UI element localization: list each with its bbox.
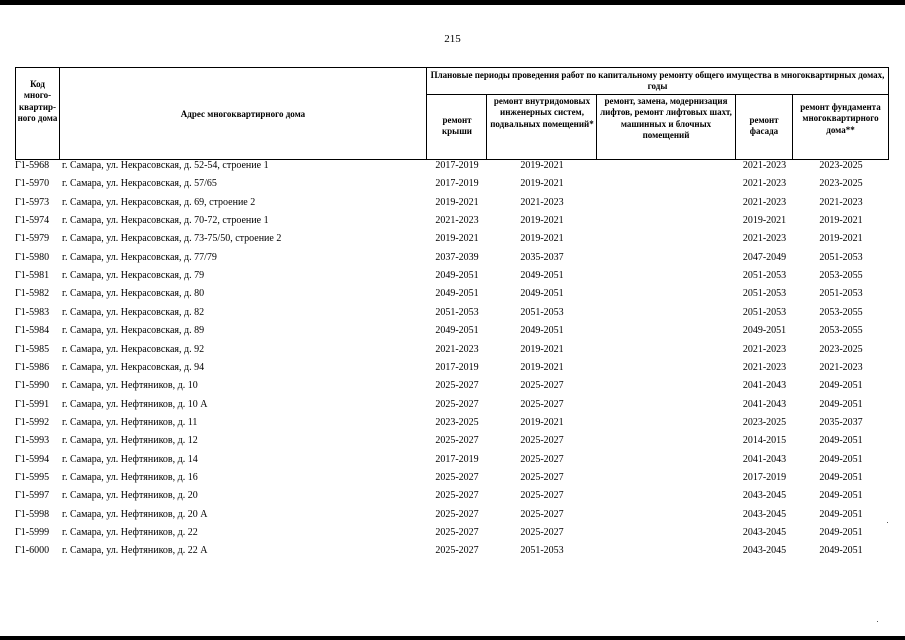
cell-code: Г1-5990 [15, 380, 50, 391]
header-roof: ремонт крыши [441, 115, 472, 137]
header-utilities: ремонт внутридомовых инженерных систем, подвальных помещений* [490, 96, 594, 129]
cell-roof: 2023-2025 [435, 417, 479, 428]
cell-utilities: 2019-2021 [520, 417, 564, 428]
cell-utilities: 2025-2027 [520, 472, 564, 483]
cell-roof: 2025-2027 [435, 435, 479, 446]
utilities-column-divider [596, 94, 597, 160]
cell-utilities: 2025-2027 [520, 380, 564, 391]
scan-speck [887, 522, 888, 523]
cell-facade: 2021-2023 [742, 160, 787, 171]
cell-utilities: 2025-2027 [520, 527, 564, 538]
cell-foundation: 2035-2037 [819, 417, 863, 428]
cell-facade: 2041-2043 [742, 454, 787, 465]
cell-code: Г1-5995 [15, 472, 50, 483]
cell-facade: 2041-2043 [742, 399, 787, 410]
cell-code: Г1-5980 [15, 252, 50, 263]
cell-roof: 2025-2027 [435, 399, 479, 410]
cell-utilities: 2049-2051 [520, 288, 564, 299]
cell-facade: 2051-2053 [742, 307, 787, 318]
top-scan-border [0, 0, 905, 5]
cell-address: г. Самара, ул. Нефтяников, д. 10 А [62, 399, 208, 410]
cell-utilities: 2035-2037 [520, 252, 564, 263]
cell-roof: 2049-2051 [435, 288, 479, 299]
cell-code: Г1-5970 [15, 178, 50, 189]
bottom-scan-border [0, 636, 905, 640]
cell-address: г. Самара, ул. Нефтяников, д. 22 [62, 527, 198, 538]
cell-utilities: 2019-2021 [520, 160, 564, 171]
cell-utilities: 2019-2021 [520, 362, 564, 373]
cell-code: Г1-5992 [15, 417, 50, 428]
cell-facade: 2049-2051 [742, 325, 787, 336]
header-code: Код много-квартир-ного дома [17, 79, 58, 124]
cell-address: г. Самара, ул. Некрасовская, д. 80 [62, 288, 205, 299]
header-address: Адрес многоквартирного дома [180, 109, 306, 119]
cell-address: г. Самара, ул. Некрасовская, д. 82 [62, 307, 205, 318]
cell-roof: 2025-2027 [435, 545, 479, 556]
cell-address: г. Самара, ул. Некрасовская, д. 79 [62, 270, 205, 281]
cell-facade: 2043-2045 [742, 545, 787, 556]
cell-facade: 2021-2023 [742, 233, 787, 244]
cell-facade: 2043-2045 [742, 527, 787, 538]
cell-roof: 2017-2019 [435, 454, 479, 465]
cell-code: Г1-5993 [15, 435, 50, 446]
cell-foundation: 2023-2025 [819, 344, 863, 355]
roof-column-divider [486, 94, 487, 160]
cell-code: Г1-5994 [15, 454, 50, 465]
cell-utilities: 2019-2021 [520, 233, 564, 244]
cell-foundation: 2023-2025 [819, 160, 863, 171]
cell-address: г. Самара, ул. Некрасовская, д. 70-72, строение 1 [62, 215, 269, 226]
cell-address: г. Самара, ул. Некрасовская, д. 52-54, строение 1 [62, 160, 269, 171]
cell-facade: 2051-2053 [742, 288, 787, 299]
table-top-border [15, 67, 889, 68]
cell-foundation: 2049-2051 [819, 399, 863, 410]
cell-code: Г1-5986 [15, 362, 50, 373]
cell-facade: 2047-2049 [742, 252, 787, 263]
cell-address: г. Самара, ул. Некрасовская, д. 69, строение 2 [62, 197, 256, 208]
cell-code: Г1-6000 [15, 545, 50, 556]
cell-foundation: 2049-2051 [819, 380, 863, 391]
cell-roof: 2019-2021 [435, 233, 479, 244]
cell-facade: 2043-2045 [742, 490, 787, 501]
cell-utilities: 2049-2051 [520, 270, 564, 281]
cell-address: г. Самара, ул. Нефтяников, д. 22 А [62, 545, 208, 556]
cell-roof: 2049-2051 [435, 270, 479, 281]
cell-address: г. Самара, ул. Некрасовская, д. 89 [62, 325, 205, 336]
cell-roof: 2051-2053 [435, 307, 479, 318]
cell-foundation: 2049-2051 [819, 527, 863, 538]
cell-address: г. Самара, ул. Некрасовская, д. 94 [62, 362, 205, 373]
cell-roof: 2021-2023 [435, 344, 479, 355]
cell-code: Г1-5998 [15, 509, 50, 520]
cell-code: Г1-5999 [15, 527, 50, 538]
cell-foundation: 2053-2055 [819, 270, 863, 281]
header-facade: ремонт фасада [749, 115, 779, 137]
cell-foundation: 2019-2021 [819, 215, 863, 226]
cell-roof: 2017-2019 [435, 160, 479, 171]
cell-utilities: 2025-2027 [520, 509, 564, 520]
cell-utilities: 2049-2051 [520, 325, 564, 336]
cell-facade: 2021-2023 [742, 344, 787, 355]
cell-code: Г1-5979 [15, 233, 50, 244]
cell-utilities: 2021-2023 [520, 197, 564, 208]
cell-facade: 2021-2023 [742, 362, 787, 373]
cell-facade: 2023-2025 [742, 417, 787, 428]
cell-roof: 2017-2019 [435, 178, 479, 189]
cell-foundation: 2049-2051 [819, 545, 863, 556]
cell-utilities: 2025-2027 [520, 454, 564, 465]
cell-utilities: 2051-2053 [520, 545, 564, 556]
cell-address: г. Самара, ул. Нефтяников, д. 16 [62, 472, 198, 483]
cell-roof: 2025-2027 [435, 527, 479, 538]
cell-facade: 2017-2019 [742, 472, 787, 483]
right-border [888, 67, 889, 160]
cell-address: г. Самара, ул. Нефтяников, д. 20 А [62, 509, 208, 520]
cell-code: Г1-5973 [15, 197, 50, 208]
cell-roof: 2049-2051 [435, 325, 479, 336]
cell-address: г. Самара, ул. Нефтяников, д. 12 [62, 435, 198, 446]
cell-code: Г1-5982 [15, 288, 50, 299]
cell-utilities: 2019-2021 [520, 344, 564, 355]
cell-roof: 2025-2027 [435, 380, 479, 391]
cell-foundation: 2049-2051 [819, 490, 863, 501]
cell-facade: 2019-2021 [742, 215, 787, 226]
page-number: 215 [444, 33, 461, 45]
cell-facade: 2014-2015 [742, 435, 787, 446]
cell-address: г. Самара, ул. Нефтяников, д. 10 [62, 380, 198, 391]
header-foundation: ремонт фундамента многоквартирного дома** [800, 102, 881, 135]
cell-foundation: 2021-2023 [819, 362, 863, 373]
cell-facade: 2051-2053 [742, 270, 787, 281]
cell-facade: 2021-2023 [742, 197, 787, 208]
cell-roof: 2025-2027 [435, 509, 479, 520]
cell-address: г. Самара, ул. Нефтяников, д. 20 [62, 490, 198, 501]
cell-foundation: 2049-2051 [819, 509, 863, 520]
address-column-divider [426, 67, 427, 160]
cell-code: Г1-5983 [15, 307, 50, 318]
cell-utilities: 2025-2027 [520, 490, 564, 501]
cell-code: Г1-5968 [15, 160, 50, 171]
cell-facade: 2041-2043 [742, 380, 787, 391]
cell-code: Г1-5985 [15, 344, 50, 355]
cell-roof: 2025-2027 [435, 472, 479, 483]
cell-foundation: 2023-2025 [819, 178, 863, 189]
cell-facade: 2043-2045 [742, 509, 787, 520]
cell-roof: 2019-2021 [435, 197, 479, 208]
cell-utilities: 2025-2027 [520, 399, 564, 410]
cell-foundation: 2053-2055 [819, 325, 863, 336]
cell-foundation: 2049-2051 [819, 454, 863, 465]
subheader-divider [426, 94, 889, 95]
cell-address: г. Самара, ул. Некрасовская, д. 57/65 [62, 178, 217, 189]
cell-address: г. Самара, ул. Нефтяников, д. 14 [62, 454, 198, 465]
cell-roof: 2021-2023 [435, 215, 479, 226]
cell-foundation: 2019-2021 [819, 233, 863, 244]
cell-code: Г1-5984 [15, 325, 50, 336]
cell-foundation: 2049-2051 [819, 472, 863, 483]
cell-facade: 2021-2023 [742, 178, 787, 189]
cell-address: г. Самара, ул. Некрасовская, д. 77/79 [62, 252, 217, 263]
cell-utilities: 2019-2021 [520, 178, 564, 189]
cell-roof: 2017-2019 [435, 362, 479, 373]
cell-foundation: 2053-2055 [819, 307, 863, 318]
cell-code: Г1-5974 [15, 215, 50, 226]
cell-code: Г1-5981 [15, 270, 50, 281]
header-planned-periods: Плановые периоды проведения работ по капитальному ремонту общего имущества в многоквартирных домах, годы [430, 70, 885, 92]
cell-address: г. Самара, ул. Некрасовская, д. 92 [62, 344, 205, 355]
cell-roof: 2025-2027 [435, 490, 479, 501]
cell-address: г. Самара, ул. Нефтяников, д. 11 [62, 417, 198, 428]
cell-roof: 2037-2039 [435, 252, 479, 263]
header-elevators: ремонт, замена, модернизация лифтов, ремонт лифтовых шахт, машинных и блочных помещений [600, 96, 732, 141]
scan-speck [877, 621, 878, 622]
cell-utilities: 2025-2027 [520, 435, 564, 446]
cell-code: Г1-5997 [15, 490, 50, 501]
cell-foundation: 2051-2053 [819, 288, 863, 299]
cell-utilities: 2019-2021 [520, 215, 564, 226]
cell-foundation: 2021-2023 [819, 197, 863, 208]
cell-code: Г1-5991 [15, 399, 50, 410]
cell-foundation: 2051-2053 [819, 252, 863, 263]
cell-utilities: 2051-2053 [520, 307, 564, 318]
cell-foundation: 2049-2051 [819, 435, 863, 446]
elevators-column-divider [735, 94, 736, 160]
cell-address: г. Самара, ул. Некрасовская, д. 73-75/50, строение 2 [62, 233, 282, 244]
